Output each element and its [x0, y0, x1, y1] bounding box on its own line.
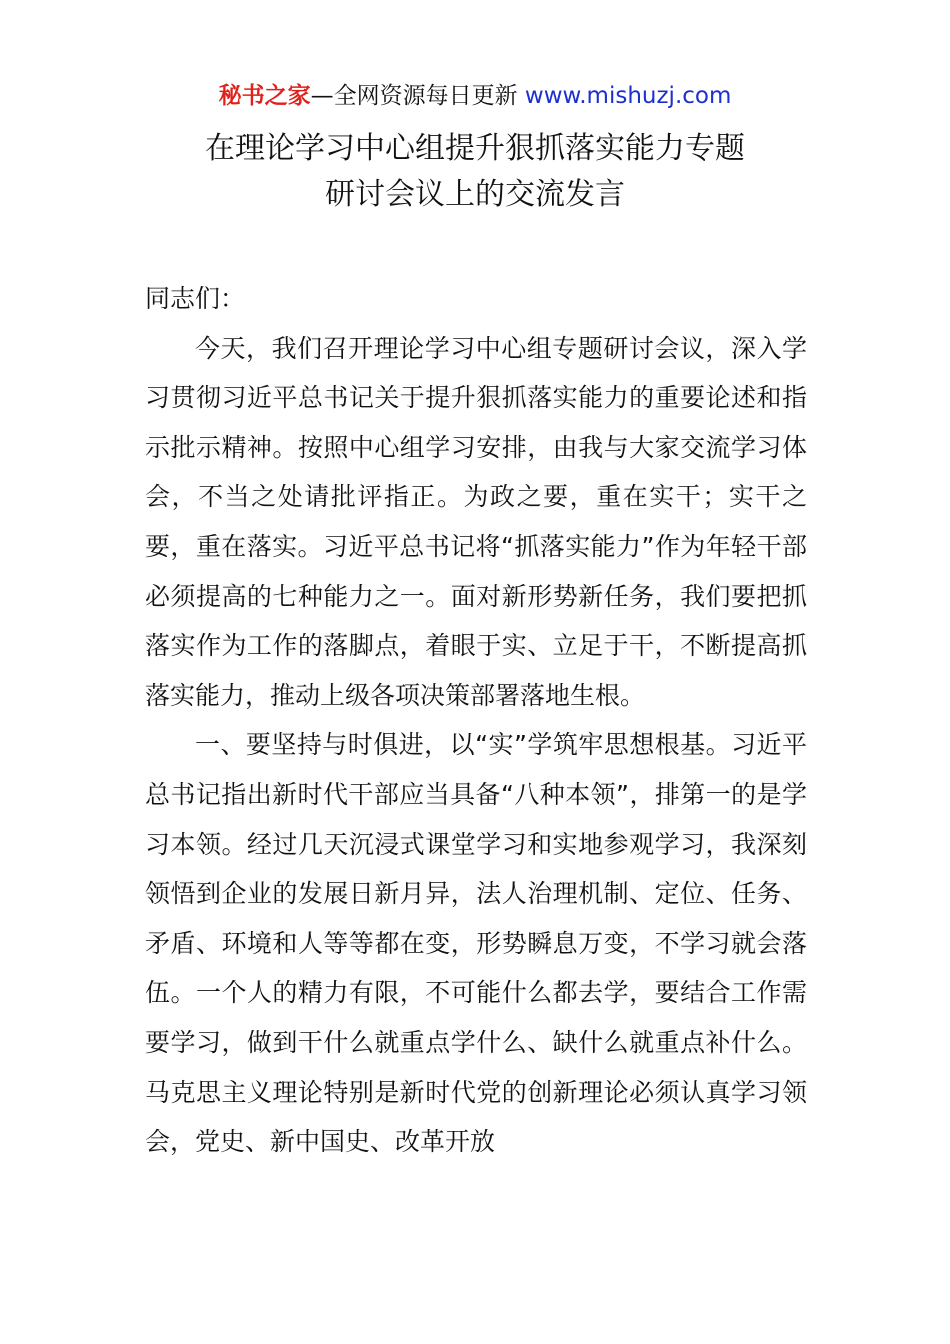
header-tagline: —全网资源每日更新	[310, 83, 518, 109]
site-header-banner	[0, 80, 950, 112]
brand-name: 秘书之家	[218, 83, 311, 109]
document-title	[0, 126, 950, 218]
title-line-1: 在理论学习中心组提升狠抓落实能力专题	[205, 131, 745, 166]
site-url-link[interactable]: www.mishuzj.com	[524, 83, 732, 109]
paragraph-intro: 今天，我们召开理论学习中心组专题研讨会议，深入学习贯彻习近平总书记关于提升狠抓落实能力的重要论述和指示批示精神。按照中心组学习安排，由我与大家交流学习体会，不当之处请批评指正。为政之要，重在实干；实干之要，重在落实。习近平总书记将“抓落实能力”作为年轻干部必须提高的七种能力之一。面对新形势新任务，我们要把抓落实作为工作的落脚点，着眼于实、立足于干，不断提高抓落实能力，推动上级各项决策部署落地生根。	[145, 333, 807, 710]
title-line-2: 研讨会议上的交流发言	[325, 177, 625, 212]
paragraph-section-1: 一、要坚持与时俱进，以“实”学筑牢思想根基。习近平总书记指出新时代干部应当具备“八种本领”，排第一的是学习本领。经过几天沉浸式课堂学习和实地参观学习，我深刻领悟到企业的发展日新月异，法人治理机制、定位、任务、矛盾、环境和人等等都在变，形势瞬息万变，不学习就会落伍。一个人的精力有限，不可能什么都去学，要结合工作需要学习，做到干什么就重点学什么、缺什么就重点补什么。马克思主义理论特别是新时代党的创新理论必须认真学习领会，党史、新中国史、改革开放	[145, 730, 807, 1157]
salutation: 同志们：	[145, 284, 246, 313]
document-body	[145, 274, 807, 1167]
